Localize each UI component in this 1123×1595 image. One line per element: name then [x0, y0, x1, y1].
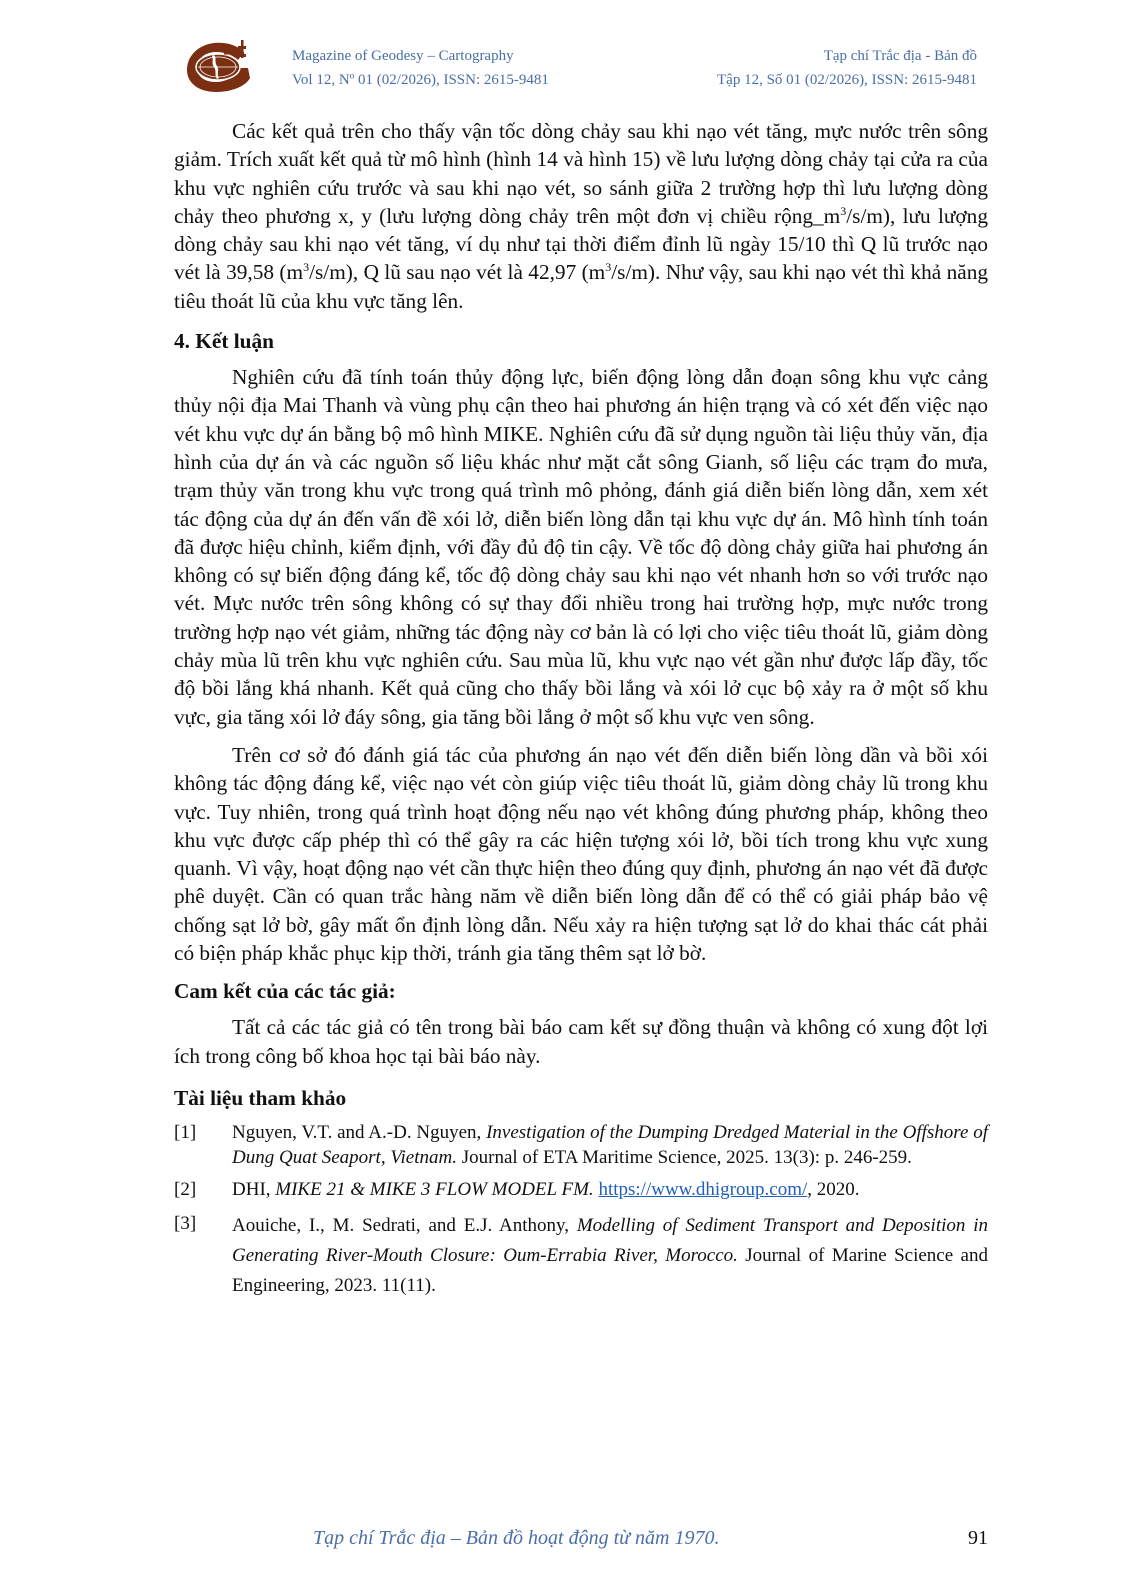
reference-link[interactable]: https://www.dhigroup.com/ — [598, 1178, 808, 1200]
conclusion-paragraph-1: Nghiên cứu đã tính toán thủy động lực, biến động lòng dẫn đoạn sông khu vực cảng thủy nội địa Mai Thanh và vùng phụ cận theo hai phương án hiện trạng và có xét đến việc nạo vét khu vực dự án bằng bộ mô hình MIKE. Nghiên cứu đã sử dụng nguồn tài liệu thủy văn, địa hình của dự án và các nguồn số liệu khác như mặt cắt sông Gianh, số liệu các trạm đo mưa, trạm thủy văn trong khu vực trong quá trình mô phỏng, đánh giá diễn biến lòng dẫn, xem xét tác động của dự án đến vấn đề xói lở, diễn biến lòng dẫn tại khu vực dự án. Mô hình tính toán đã được hiệu chỉnh, kiểm định, với đầy đủ độ tin cậy. Về tốc độ dòng chảy giữa hai phương án không có sự biến động đáng kể, tốc độ dòng chảy sau khi nạo vét nhanh hơn so với trước nạo vét. Mực nước trên sông không có sự thay đổi nhiều trong hai trường hợp, mực nước trong trường hợp nạo vét giảm, những tác động này cơ bản là có lợi cho việc tiêu thoát lũ, giảm dòng chảy mùa lũ trên khu vực nghiên cứu. Sau mùa lũ, khu vực nạo vét gần như được lấp đầy, tốc độ bồi lắng khá nhanh. Kết quả cũng cho thấy bồi lắng và xói lở cục bộ xảy ra ở một số khu vực, gia tăng xói lở đáy sông, gia tăng bồi lắng ở một số khu vực ven sông. — [174, 365, 988, 729]
footer-tagline: Tạp chí Trắc địa – Bản đồ hoạt động từ năm 1970. — [313, 1527, 720, 1549]
magazine-name-en: Magazine of Geodesy – Cartography — [292, 48, 514, 64]
reference-number: [1] — [174, 1121, 197, 1143]
reference-item — [174, 1120, 988, 1171]
volume-info-en: Vol 12, Nº 01 (02/2026), ISSN: 2615-9481 — [292, 72, 549, 88]
intro-paragraph — [174, 117, 988, 315]
reference-item — [174, 1177, 988, 1203]
reference-body — [232, 1211, 988, 1301]
header-right — [717, 44, 977, 92]
commitment-heading: Cam kết của các tác giả: — [174, 979, 396, 1004]
reference-title: Modelling of Sediment Transport and Deposition in Generating River-Mouth Closure: Oum-Errabia River, Morocco. — [232, 1215, 988, 1267]
reference-authors: Nguyen, V.T. and A.-D. Nguyen, — [232, 1121, 487, 1143]
article-body — [174, 117, 988, 1301]
intro-text-3: /s/m), Q lũ sau nạo vét là 42,97 (m — [309, 260, 606, 285]
conclusion-paragraph-2: Trên cơ sở đó đánh giá tác của phương án nạo vét đến diễn biến lòng dần và bồi xói không tác động đáng kể, việc nạo vét còn giúp việc tiêu thoát lũ, giảm dòng chảy lũ trong khu vực. Tuy nhiên, trong quá trình hoạt động nếu nạo vét không đúng phương pháp, không theo khu vực được cấp phép thì có thể gây ra các hiện tượng xói lở, bồi tích trong khu vực xung quanh. Vì vậy, hoạt động nạo vét cần thực hiện theo đúng quy định, phương án nạo vét đã được phê duyệt. Cần có quan trắc hàng năm về diễn biến lòng dẫn để có thể có giải pháp bảo vệ chống sạt lở bờ, gây mất ổn định lòng dẫn. Nếu xảy ra hiện tượng sạt lở do khai thác cát phải có biện pháp khắc phục kịp thời, tránh gia tăng thêm sạt lở bờ. — [174, 742, 988, 966]
commitment-paragraph: Tất cả các tác giả có tên trong bài báo cam kết sự đồng thuận và không có xung đột lợi ích trong công bố khoa học tại bài báo này. — [174, 1015, 988, 1068]
intro-text-2: /s/m), lưu lượng dòng chảy sau khi nạo vét tăng, ví dụ như tại thời điểm đỉnh lũ ngày 15/10 thì Q lũ trước nạo vét là 39,58 (m — [174, 203, 988, 285]
superscript-3: 3 — [840, 203, 847, 218]
header-left — [292, 44, 549, 92]
reference-source: Journal of Marine Science and Engineering, 2023. 11(11). — [232, 1245, 988, 1297]
reference-body — [232, 1120, 988, 1171]
reference-item — [174, 1211, 988, 1301]
reference-title: MIKE 21 & MIKE 3 FLOW MODEL FM. — [275, 1178, 594, 1200]
reference-number: [3] — [174, 1213, 197, 1235]
page-header — [0, 0, 1123, 100]
section-heading-conclusion: 4. Kết luận — [174, 329, 274, 354]
references-heading: Tài liệu tham khảo — [174, 1085, 347, 1110]
reference-number: [2] — [174, 1178, 197, 1200]
intro-text-1: Các kết quả trên cho thấy vận tốc dòng chảy sau khi nạo vét tăng, mực nước trên sông giảm. Trích xuất kết quả từ mô hình (hình 14 và hình 15) về lưu lượng dòng chảy tại cửa ra của khu vực nghiên cứu trước và sau khi nạo vét, so sánh giữa 2 trường hợp thì lưu lượng dòng chảy theo phương x, y (lưu lượng dòng chảy trên một đơn vị chiều rộng_m — [174, 119, 988, 228]
reference-list — [174, 1120, 988, 1302]
page-number: 91 — [968, 1527, 988, 1549]
reference-source: Journal of ETA Maritime Science, 2025. 13(3): p. 246-259. — [457, 1147, 912, 1169]
journal-logo-icon — [184, 38, 256, 94]
reference-authors: DHI, — [232, 1178, 276, 1200]
superscript-3: 3 — [605, 260, 612, 275]
magazine-name-vi: Tạp chí Trắc địa - Bản đồ — [823, 48, 977, 64]
superscript-3: 3 — [303, 260, 310, 275]
reference-title: Investigation of the Dumping Dredged Material in the Offshore of Dung Quat Seaport, Vietnam. — [232, 1121, 988, 1169]
reference-body — [232, 1177, 988, 1203]
intro-text-4: /s/m). Như vậy, sau khi nạo vét thì khả năng tiêu thoát lũ của khu vực tăng lên. — [174, 260, 988, 313]
reference-authors: Aouiche, I., M. Sedrati, and E.J. Anthony, — [232, 1215, 577, 1237]
page-footer — [0, 1527, 1123, 1557]
reference-source: , 2020. — [807, 1178, 860, 1200]
volume-info-vi: Tập 12, Số 01 (02/2026), ISSN: 2615-9481 — [717, 72, 977, 88]
